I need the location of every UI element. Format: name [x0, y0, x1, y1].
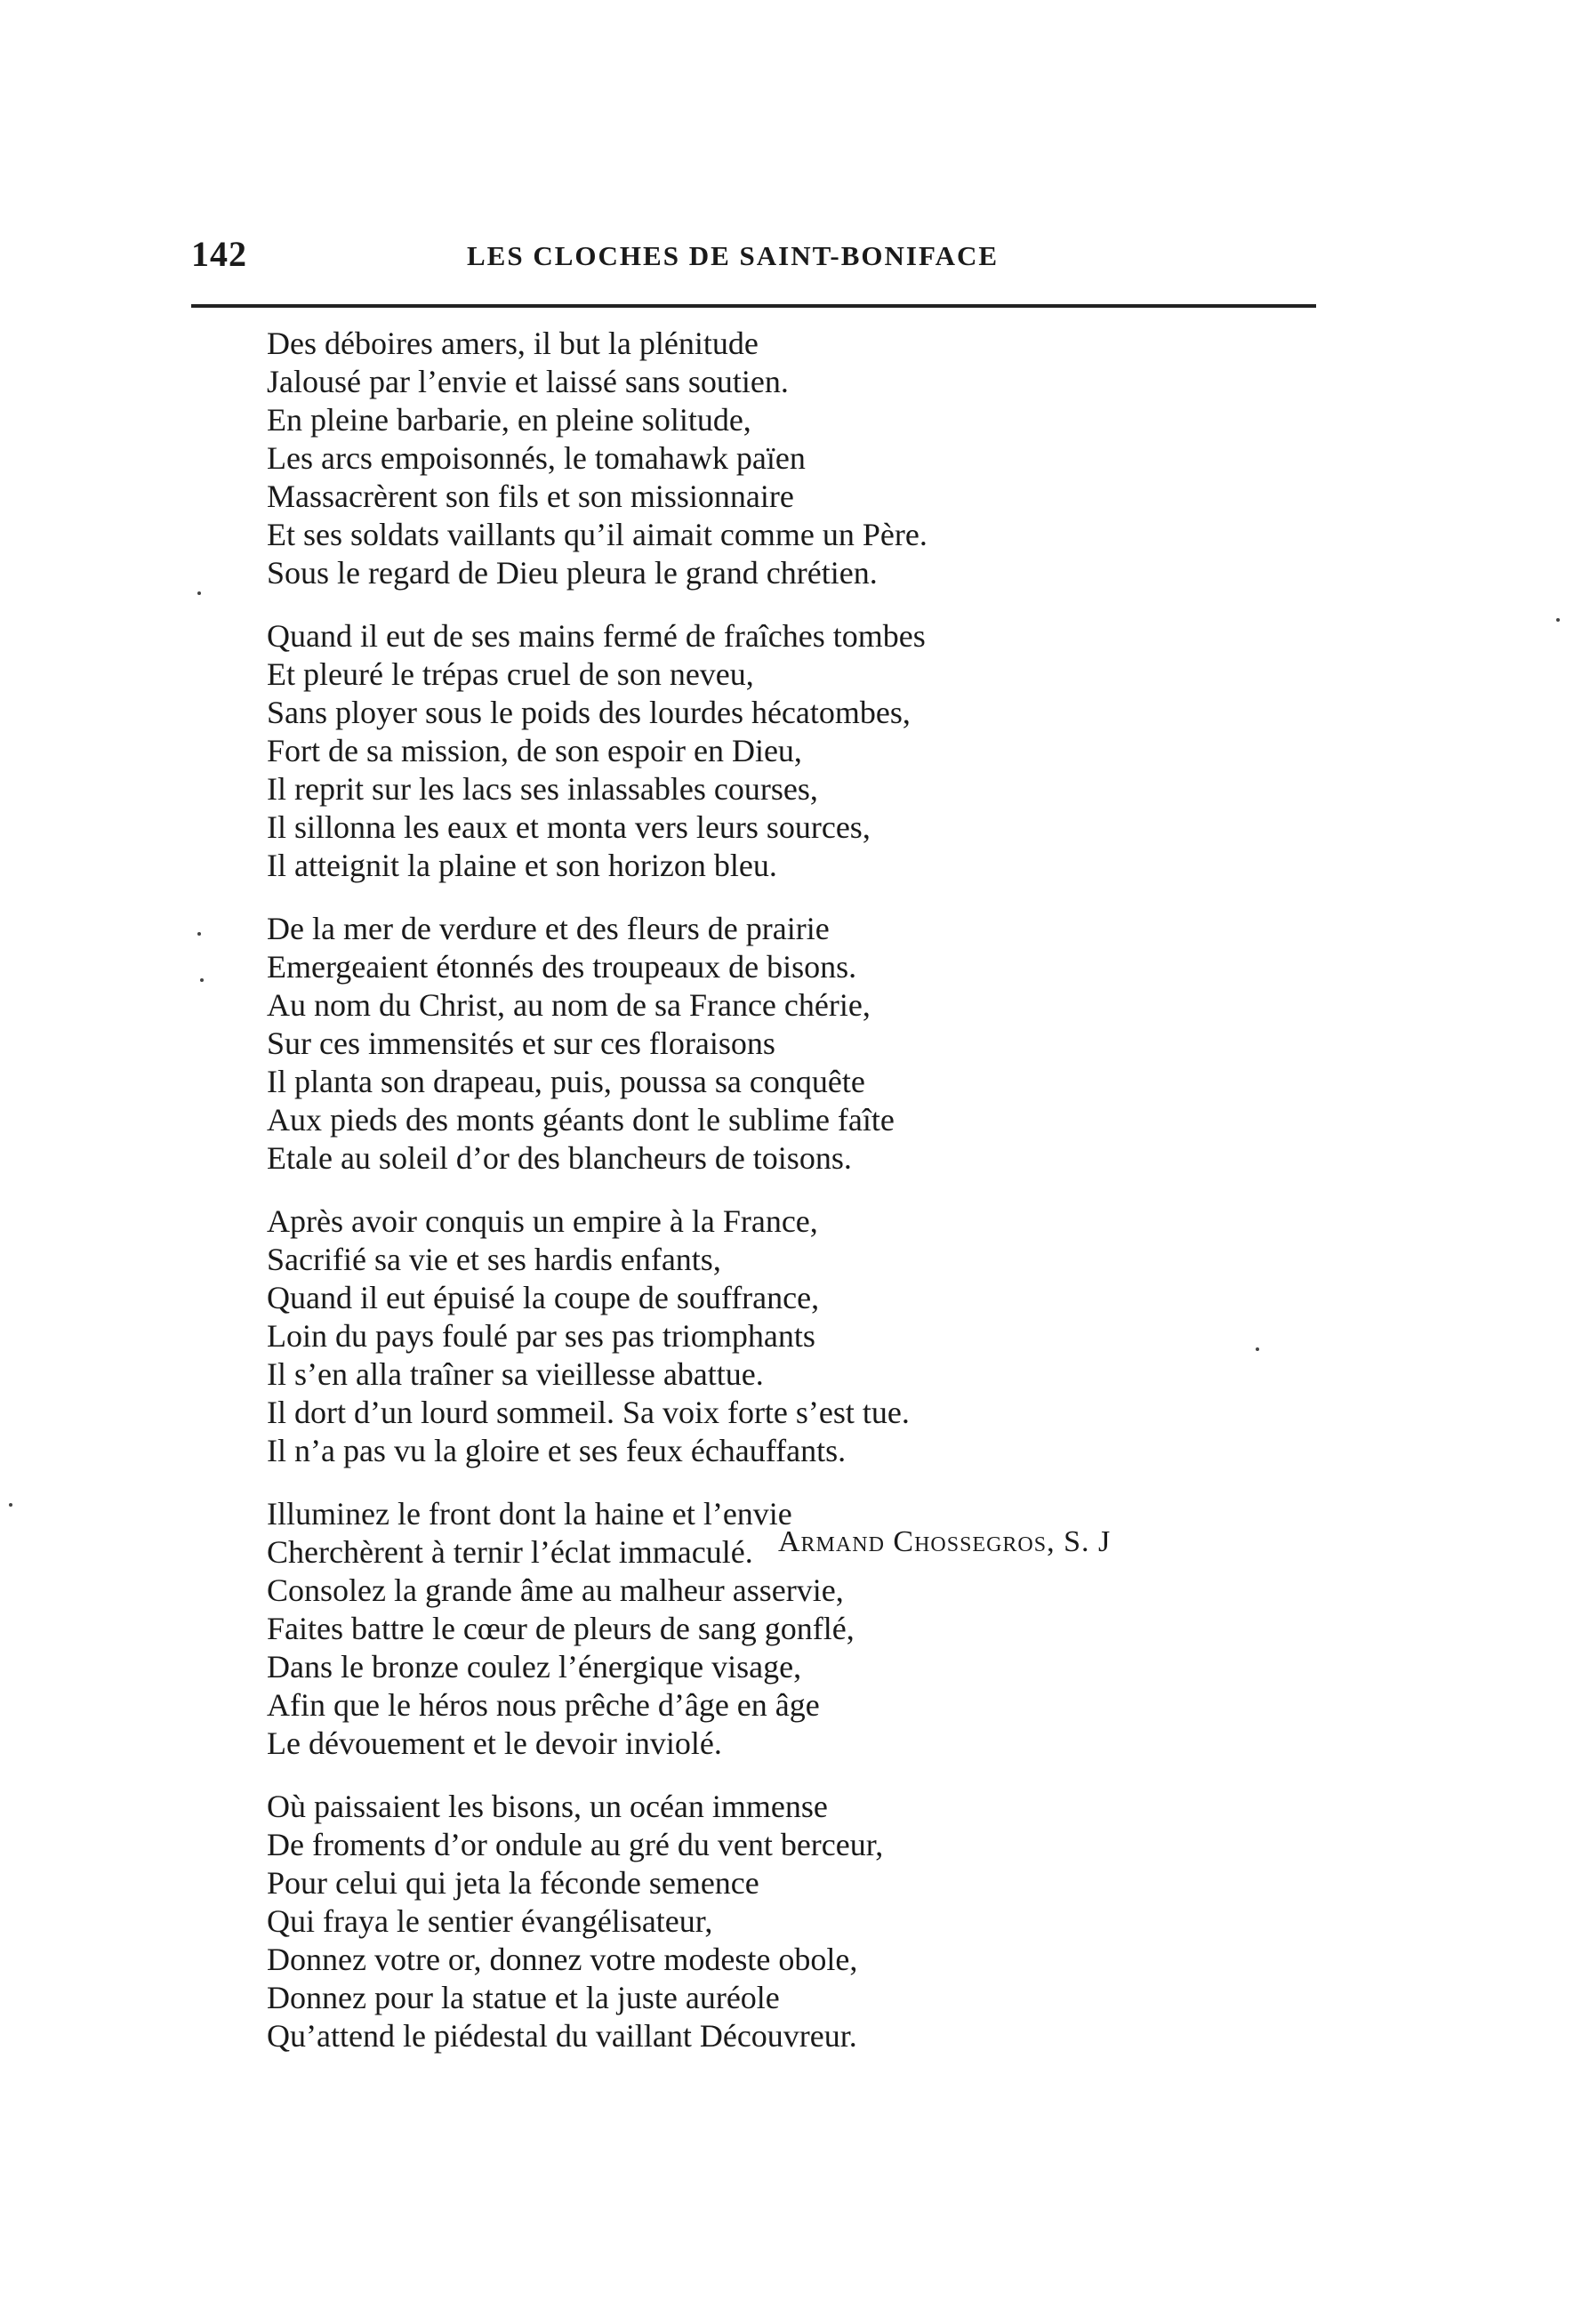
verse-line: Le dévouement et le devoir inviolé.	[267, 1725, 722, 1761]
verse-line: Fort de sa mission, de son espoir en Dieu,	[267, 733, 802, 768]
verse-line: Etale au soleil d’or des blancheurs de toisons.	[267, 1140, 852, 1176]
verse-line: De froments d’or ondule au gré du vent berceur,	[267, 1827, 884, 1862]
stanza	[267, 1495, 1272, 1763]
verse-line: Sur ces immensités et sur ces floraisons	[267, 1025, 775, 1061]
verse-line: Emergeaient étonnés des troupeaux de bisons.	[267, 949, 857, 985]
verse-line: Qu’attend le piédestal du vaillant Découvreur.	[267, 2018, 857, 2054]
verse-line: Les arcs empoisonnés, le tomahawk païen	[267, 440, 806, 476]
verse-line: Où paissaient les bisons, un océan immense	[267, 1789, 828, 1824]
margin-speck	[9, 1503, 12, 1507]
verse-line: Donnez votre or, donnez votre modeste obole,	[267, 1942, 858, 1977]
verse-line: Cherchèrent à ternir l’éclat immaculé.	[267, 1534, 753, 1570]
stanza	[267, 1788, 1272, 2055]
margin-speck	[1256, 1347, 1259, 1351]
running-title: LES CLOCHES DE SAINT-BONIFACE	[467, 240, 1000, 271]
author-signature: Armand Chossegros, S. J	[778, 1525, 1112, 1558]
verse-line: Sacrifié sa vie et ses hardis enfants,	[267, 1242, 721, 1277]
verse-line: Consolez la grande âme au malheur asservie,	[267, 1572, 844, 1608]
verse-line: Il reprit sur les lacs ses inlassables courses,	[267, 771, 818, 807]
verse-line: Il n’a pas vu la gloire et ses feux échauffants.	[267, 1433, 847, 1468]
verse-line: Au nom du Christ, au nom de sa France chérie,	[267, 987, 871, 1023]
stanza	[267, 1202, 1272, 1470]
verse-line: Pour celui qui jeta la féconde semence	[267, 1865, 759, 1901]
verse-line: Et pleuré le trépas cruel de son neveu,	[267, 656, 754, 692]
verse-line: Quand il eut épuisé la coupe de souffrance,	[267, 1280, 820, 1315]
stanza	[267, 617, 1272, 885]
verse-line: Massacrèrent son fils et son missionnaire	[267, 478, 794, 514]
margin-speck	[197, 591, 201, 595]
margin-speck	[1556, 618, 1560, 622]
verse-line: Après avoir conquis un empire à la France,	[267, 1203, 818, 1239]
verse-line: Afin que le héros nous prêche d’âge en âge	[267, 1687, 820, 1723]
verse-line: Jalousé par l’envie et laissé sans soutien.	[267, 364, 789, 399]
margin-speck	[200, 978, 204, 982]
page-number: 142	[191, 234, 247, 274]
verse-line: En pleine barbarie, en pleine solitude,	[267, 402, 751, 438]
verse-line: Illuminez le front dont la haine et l’envie	[267, 1496, 792, 1532]
verse-line: Il dort d’un lourd sommeil. Sa voix forte s’est tue.	[267, 1395, 910, 1430]
verse-line: Il planta son drapeau, puis, poussa sa conquête	[267, 1064, 865, 1099]
verse-line: Dans le bronze coulez l’énergique visage,	[267, 1649, 802, 1685]
verse-line: Qui fraya le sentier évangélisateur,	[267, 1903, 713, 1939]
verse-line: Quand il eut de ses mains fermé de fraîches tombes	[267, 618, 926, 654]
verse-line: Aux pieds des monts géants dont le sublime faîte	[267, 1102, 895, 1138]
stanza	[267, 910, 1272, 1178]
verse-line: Il s’en alla traîner sa vieillesse abattue.	[267, 1356, 764, 1392]
poem	[267, 325, 1272, 2080]
verse-line: Sans ployer sous le poids des lourdes hécatombes,	[267, 695, 911, 730]
page-header	[191, 233, 1316, 279]
verse-line: Des déboires amers, il but la plénitude	[267, 326, 759, 361]
stanza	[267, 325, 1272, 592]
verse-line: Faites battre le cœur de pleurs de sang gonflé,	[267, 1611, 855, 1646]
margin-speck	[197, 932, 201, 936]
verse-line: De la mer de verdure et des fleurs de prairie	[267, 911, 830, 946]
verse-line: Sous le regard de Dieu pleura le grand chrétien.	[267, 555, 878, 591]
verse-line: Donnez pour la statue et la juste auréole	[267, 1980, 780, 2015]
verse-line: Loin du pays foulé par ses pas triomphants	[267, 1318, 815, 1354]
header-rule	[191, 304, 1316, 308]
verse-line: Et ses soldats vaillants qu’il aimait comme un Père.	[267, 517, 928, 552]
verse-line: Il atteignit la plaine et son horizon bleu.	[267, 848, 777, 883]
verse-line: Il sillonna les eaux et monta vers leurs sources,	[267, 809, 871, 845]
